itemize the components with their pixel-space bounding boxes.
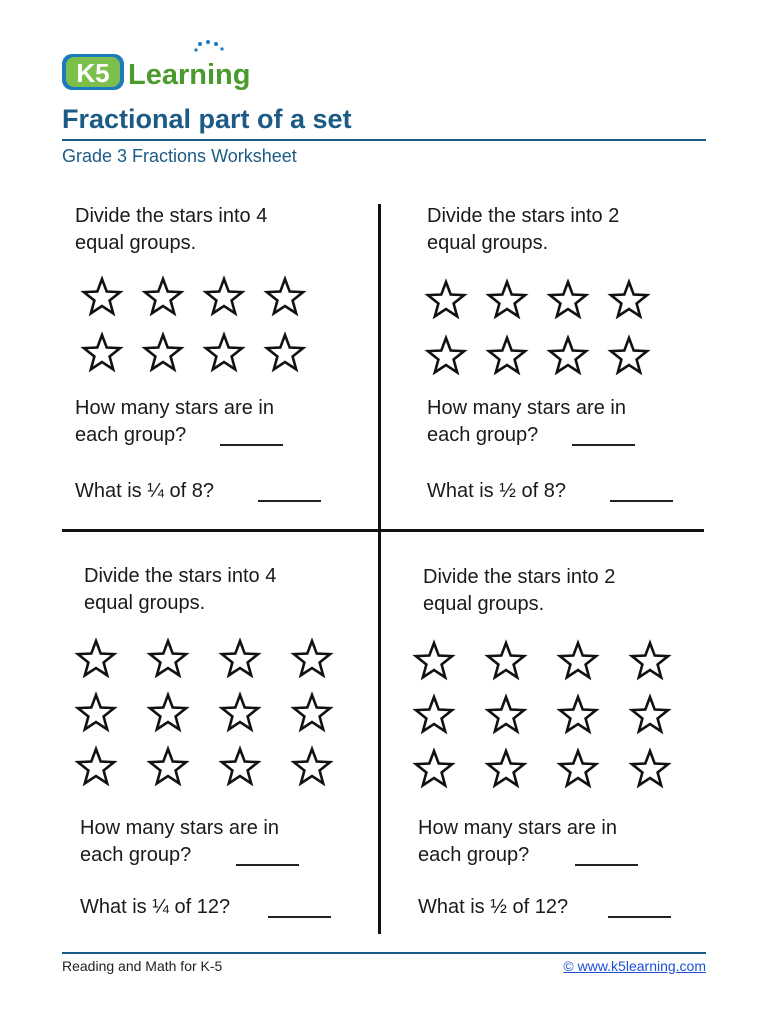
question-fraction: What is ½ of 12?: [418, 896, 569, 918]
answer-blank-groups[interactable]: [236, 864, 299, 866]
question-fraction: What is ¼ of 12?: [80, 896, 231, 918]
star-icon: [488, 751, 524, 785]
star-icon: [78, 641, 114, 675]
answer-blank-fraction[interactable]: [608, 916, 671, 918]
star-icon: [560, 643, 596, 677]
logo-word: Learning: [128, 59, 251, 91]
question-groups: How many stars are in each group?: [80, 817, 279, 866]
star-icon: [206, 279, 242, 313]
footer-tagline: Reading and Math for K-5: [62, 958, 223, 974]
star-icon: [294, 749, 330, 783]
star-icon: [428, 282, 464, 316]
star-icon: [267, 279, 303, 313]
answer-blank-fraction[interactable]: [610, 500, 673, 502]
answer-blank-groups[interactable]: [220, 444, 283, 446]
star-icon: [150, 695, 186, 729]
star-icon: [145, 279, 181, 313]
star-icon: [489, 282, 525, 316]
star-icon: [222, 749, 258, 783]
vertical-divider: [378, 204, 381, 934]
star-icon: [489, 338, 525, 372]
question-fraction: What is ¼ of 8?: [75, 480, 214, 502]
star-icon: [550, 338, 586, 372]
star-icon: [222, 695, 258, 729]
problem-prompt: Divide the stars into 4 equal groups.: [84, 565, 277, 614]
star-icon: [416, 697, 452, 731]
star-icon: [632, 697, 668, 731]
star-icon: [150, 641, 186, 675]
star-icon: [294, 695, 330, 729]
star-icon: [206, 335, 242, 369]
question-groups: How many stars are in each group?: [418, 817, 617, 866]
logo-mark: K5: [76, 58, 110, 88]
problem-prompt: Divide the stars into 2 equal groups.: [423, 566, 616, 615]
star-icon: [294, 641, 330, 675]
problem-prompt: Divide the stars into 4 equal groups.: [75, 205, 268, 254]
footer-website-link[interactable]: © www.k5learning.com: [563, 958, 706, 974]
answer-blank-groups[interactable]: [572, 444, 635, 446]
star-icon: [416, 643, 452, 677]
star-icon: [222, 641, 258, 675]
answer-blank-groups[interactable]: [575, 864, 638, 866]
star-icon: [150, 749, 186, 783]
star-icon: [560, 751, 596, 785]
star-icon: [78, 749, 114, 783]
page-subtitle: Grade 3 Fractions Worksheet: [62, 146, 297, 166]
page-title: Fractional part of a set: [62, 104, 352, 134]
k5-learning-logo: [60, 38, 260, 98]
star-icon: [560, 697, 596, 731]
problem-prompt: Divide the stars into 2 equal groups.: [427, 205, 620, 254]
star-icon: [632, 643, 668, 677]
question-fraction: What is ½ of 8?: [427, 480, 566, 502]
question-groups: How many stars are in each group?: [427, 397, 626, 446]
star-icon: [78, 695, 114, 729]
star-icon: [611, 282, 647, 316]
star-icon: [428, 338, 464, 372]
horizontal-divider: [62, 529, 704, 532]
answer-blank-fraction[interactable]: [268, 916, 331, 918]
star-icon: [550, 282, 586, 316]
star-icon: [611, 338, 647, 372]
star-icon: [145, 335, 181, 369]
star-icon: [84, 335, 120, 369]
title-divider: [62, 139, 706, 141]
star-icon: [488, 697, 524, 731]
star-icon: [267, 335, 303, 369]
star-icon: [416, 751, 452, 785]
star-icon: [488, 643, 524, 677]
star-icon: [84, 279, 120, 313]
star-icon: [632, 751, 668, 785]
question-groups: How many stars are in each group?: [75, 397, 274, 446]
footer-divider: [62, 952, 706, 954]
answer-blank-fraction[interactable]: [258, 500, 321, 502]
